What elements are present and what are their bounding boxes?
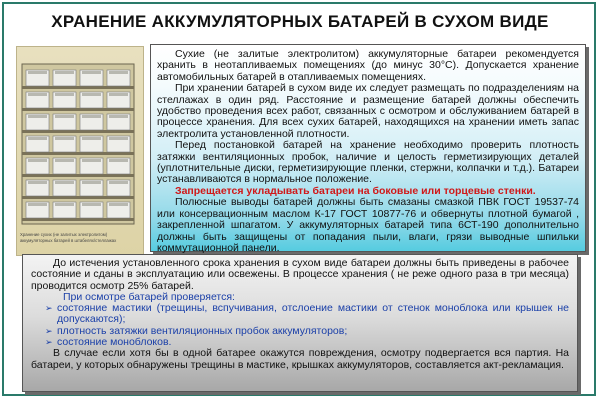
battery-top (109, 93, 128, 96)
battery-top (28, 115, 47, 118)
battery-rack-icon (20, 62, 136, 226)
battery-top (55, 159, 74, 162)
battery-top (55, 71, 74, 74)
battery-top (109, 71, 128, 74)
battery-top (28, 159, 47, 162)
battery-top (28, 71, 47, 74)
check-list-title: При осмотре батарей проверяется: (63, 290, 235, 303)
battery-top (109, 203, 128, 206)
battery-top (82, 115, 101, 118)
illustration-caption: Хранение сухих (не залитых электролитом) аккумуляторных батарей в штабелях/стеллажах (20, 232, 117, 243)
battery-top (82, 203, 101, 206)
rack-shelf (22, 196, 134, 199)
battery-top (109, 181, 128, 184)
battery-top (55, 203, 74, 206)
arrow-bullet-icon: ➢ (45, 325, 53, 336)
rack-shelf (22, 108, 134, 111)
battery-top (28, 203, 47, 206)
rack-shelf (22, 86, 134, 89)
list-item: ➢ состояние моноблоков. (45, 336, 172, 349)
box1-paragraph-1: Сухие (не залитые электролитом) аккумуляторные батареи рекомендуется хранить в неотапливаемых помещениях (до минус 30°С). Допускается хранение автомобильных батарей в отапливаемых помещениях. (157, 48, 579, 83)
rack-shelf (22, 152, 134, 155)
battery-top (82, 159, 101, 162)
battery-top (28, 181, 47, 184)
warning-text: Запрещается укладывать батареи на боковые или торцевые стенки. (175, 184, 536, 197)
battery-top (82, 137, 101, 140)
box1-paragraph-3: Перед постановкой батарей на хранение необходимо проверить плотность затяжки вентиляционных пробок, наличие и целость герметизирующих деталей (уплотнительные диски, герметизирующие пленки, стержни, колпачки и т.д.). Батареи устанавливаются в нормальное положение. (157, 139, 579, 186)
battery-top (55, 137, 74, 140)
battery-top (109, 137, 128, 140)
battery-top (55, 93, 74, 96)
battery-top (82, 93, 101, 96)
list-item: ➢ плотность затяжки вентиляционных пробок аккумуляторов; (45, 324, 348, 337)
battery-top (28, 93, 47, 96)
battery-top (55, 115, 74, 118)
box1-paragraph-2: При хранении батарей в сухом виде их следует размещать по подразделениям на стеллажах в один ряд. Расстояние и размещение батарей должны обеспечить удобство проведения всех работ, связанных с осмотром и обслуживанием батарей в процессе хранения. Для всех сухих батарей, находящихся на хранении иметь запас электролита установленной плотности. (157, 82, 579, 140)
box2-paragraph-2: В случае если хотя бы в одной батарее окажутся повреждения, осмотру подвергается вся партия. На батареи, у которых обнаружены трещины в мастике, крышках аккумуляторов, составляется акт-рекламация. (31, 347, 569, 371)
list-item: ➢ состояние мастики (трещины, вспучивания, отслоение мастики от стенок моноблока или крышек не допускаются); (45, 302, 569, 326)
rack-shelf (22, 130, 134, 133)
rack-shelf (22, 218, 134, 221)
battery-top (109, 159, 128, 162)
inspection-info-box (22, 254, 578, 392)
battery-top (82, 71, 101, 74)
battery-top (109, 115, 128, 118)
battery-top (82, 181, 101, 184)
page-title: ХРАНЕНИЕ АККУМУЛЯТОРНЫХ БАТАРЕЙ В СУХОМ ВИДЕ (51, 12, 549, 31)
box2-paragraph-1: До истечения установленного срока хранения в сухом виде батареи должны быть приведены в рабочее состояние и сданы в эксплуатацию или освежены. В процессе хранения ( не реже одного раза в три месяца) проводится осмотр 25% батарей. (31, 257, 569, 292)
battery-top (55, 181, 74, 184)
arrow-bullet-icon: ➢ (45, 303, 53, 314)
battery-top (28, 137, 47, 140)
rack-shelf (22, 174, 134, 177)
box1-paragraph-4: Полюсные выводы батарей должны быть смазаны смазкой ПВК ГОСТ 19537-74 или консервационным маслом К-17 ГОСТ 10877-76 и обвернуты плотной бумагой , закрепленной шпагатом. У аккумуляторных батарей типа 6СТ-190 дополнительно должны быть защищены от попадания пыли, влаги, грязи выводные шпильки коммутационной панели. (157, 196, 579, 254)
arrow-bullet-icon: ➢ (45, 337, 53, 348)
storage-info-box (150, 44, 586, 252)
